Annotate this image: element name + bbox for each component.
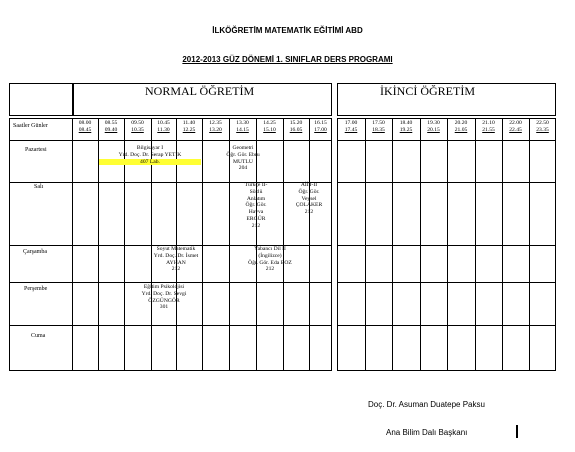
course-name: Geometri — [232, 145, 254, 151]
course-name: Yabancı Dil II — [254, 246, 286, 252]
course-instructor: Yrd. Doç. Dr. Serap YETİK — [118, 151, 182, 158]
time-slot-start: 08.00 — [78, 120, 92, 126]
course-instructor-name: Veysel — [301, 195, 317, 202]
course-name: Eğitim Psikolojisi — [143, 284, 185, 290]
time-slot-end: 17.45 — [344, 126, 358, 133]
course-aiit — [284, 182, 334, 216]
time-slot-header — [309, 120, 332, 133]
program-title: 2012-2013 GÜZ DÖNEMİ 1. SINIFLAR DERS PROGRAMI — [182, 55, 393, 64]
day-label-tuesday: Salı — [34, 184, 44, 190]
time-slot-start: 22.00 — [509, 120, 522, 126]
day-label-friday: Cuma — [31, 333, 46, 339]
time-slot-end: 22.45 — [509, 126, 522, 133]
time-slot-end: 08.45 — [78, 126, 92, 133]
course-instructor: Yrd. Doç. Dr. Sevgi — [141, 290, 187, 297]
time-slot-start: 21.10 — [482, 120, 495, 126]
time-slot-end: 15.10 — [263, 126, 276, 133]
time-slot-start: 17.00 — [344, 120, 358, 126]
course-geometri — [203, 145, 283, 172]
course-instructor: Öğr. Gör. Eda BOZ — [248, 259, 292, 266]
time-slot-start: 14.25 — [263, 120, 276, 126]
time-slot-end: 13.20 — [209, 126, 222, 133]
time-slot-header — [447, 120, 475, 133]
time-slot-header — [502, 120, 529, 133]
time-slot-end: 23.35 — [536, 126, 549, 133]
time-slot-start: 18.40 — [399, 120, 413, 126]
time-slot-header — [365, 120, 392, 133]
course-name: Bilgisayar I — [136, 145, 164, 151]
course-room: 212 — [171, 266, 181, 273]
time-slot-header — [72, 120, 98, 133]
course-yabanci-dil — [229, 246, 311, 273]
time-slot-header — [420, 120, 447, 133]
course-instructor-surname: AYHAN — [166, 259, 186, 266]
time-slot-header — [176, 120, 202, 133]
time-slot-header — [475, 120, 502, 133]
time-slot-start: 09.50 — [131, 120, 144, 126]
course-instructor: Yrd. Doç. Dr. İsmet — [153, 252, 199, 259]
course-instructor-name: Havva — [248, 209, 264, 216]
course-name: Türkçe II- — [244, 182, 268, 188]
course-room: 301 — [159, 304, 169, 311]
time-slot-start: 13.30 — [236, 120, 249, 126]
normal-section-divider — [72, 83, 74, 116]
time-slot-end: 18.35 — [372, 126, 385, 133]
time-slot-start: 19.30 — [427, 120, 440, 126]
course-room: 212 — [265, 266, 275, 273]
time-slot-start: 15.20 — [289, 120, 303, 126]
course-instructor-title: Öğr. Gör. — [245, 202, 267, 209]
time-slot-end: 19.25 — [399, 126, 413, 133]
time-slot-end: 17.00 — [314, 126, 327, 133]
time-slot-end: 09.40 — [104, 126, 118, 133]
course-instructor-name: MUTLU — [233, 158, 253, 165]
signature-name: Doç. Dr. Asuman Duatepe Paksu — [368, 400, 485, 409]
course-name: Soyut Matematik — [156, 246, 196, 252]
course-instructor-surname: ÇOLAKER — [295, 202, 323, 209]
time-slot-header — [256, 120, 283, 133]
course-soyut-matematik — [124, 246, 228, 273]
course-instructor-title: Öğr. Gör. — [298, 188, 320, 195]
time-slot-header — [124, 120, 151, 133]
time-slot-start: 20.20 — [454, 120, 468, 126]
time-slot-header — [202, 120, 229, 133]
time-slot-header — [529, 120, 556, 133]
course-turkce — [229, 182, 283, 230]
time-slot-end: 21.55 — [482, 126, 495, 133]
time-slot-start: 11.40 — [182, 120, 196, 126]
course-name-cont: Sözlü — [249, 188, 263, 195]
course-language: (İngilizce) — [258, 252, 282, 259]
signature-title: Ana Bilim Dalı Başkanı — [386, 428, 468, 437]
day-label-thursday: Perşembe — [24, 286, 48, 292]
time-slot-start: 17.50 — [372, 120, 385, 126]
course-name-cont: Anlatım — [246, 195, 266, 202]
time-slot-start: 16.15 — [314, 120, 327, 126]
course-room: 212 — [304, 209, 314, 216]
time-slot-header — [151, 120, 176, 133]
time-slot-start: 08.55 — [104, 120, 118, 126]
time-slot-header — [392, 120, 420, 133]
normal-section-title: NORMAL ÖĞRETİM — [145, 84, 255, 98]
row-header-label: Saatler Günler — [13, 123, 48, 129]
course-room: 212 — [251, 222, 261, 229]
text-cursor — [516, 425, 518, 438]
day-label-wednesday: Çarşamba — [23, 249, 47, 255]
time-slot-end: 14.15 — [236, 126, 249, 133]
time-slot-end: 11.30 — [157, 126, 170, 133]
second-section-title: İKİNCİ ÖĞRETİM — [380, 84, 475, 98]
course-instructor-surname: ÖZGÜNGÖR — [148, 297, 180, 304]
time-slot-end: 20.15 — [427, 126, 440, 133]
time-slot-header — [283, 120, 309, 133]
course-egitim-psikolojisi — [124, 284, 204, 311]
course-instructor-surname: ERGÜR — [246, 215, 266, 222]
course-room: 407 Lab. — [99, 159, 201, 166]
day-label-monday: Pazartesi — [25, 147, 47, 153]
time-slot-end: 10.35 — [131, 126, 144, 133]
time-slot-start: 10.45 — [157, 120, 170, 126]
time-slot-end: 21.05 — [454, 126, 468, 133]
time-slot-header — [337, 120, 365, 133]
course-instructor-title: Öğr. Gör. Ebru — [226, 151, 260, 158]
program-department-title: İLKÖĞRETİM MATEMATİK EĞİTİMİ ABD — [212, 26, 363, 35]
grid-frame-second — [337, 118, 556, 371]
time-slot-end: 12.25 — [182, 126, 196, 133]
course-name: AİİT-II — [300, 182, 318, 188]
course-bilgisayar — [99, 145, 201, 165]
time-slot-header — [229, 120, 256, 133]
time-slot-start: 12.35 — [209, 120, 222, 126]
time-slot-header — [98, 120, 124, 133]
time-slot-end: 16.05 — [289, 126, 303, 133]
time-slot-start: 22.50 — [536, 120, 549, 126]
course-room: 204 — [238, 165, 248, 172]
